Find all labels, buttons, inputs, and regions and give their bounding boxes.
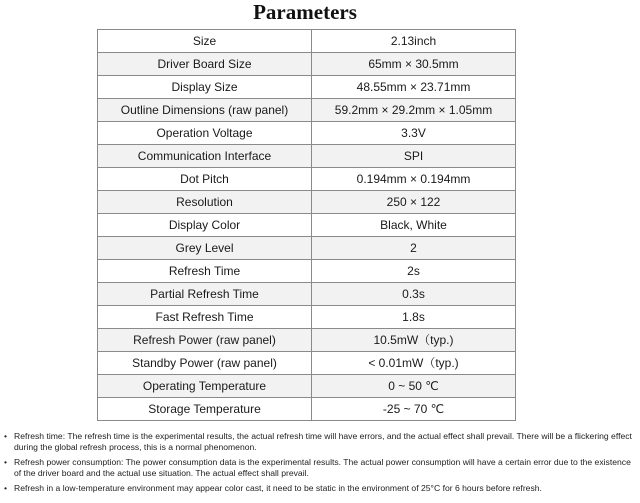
param-label: Size [98, 30, 312, 53]
table-row [98, 237, 516, 260]
table-row [98, 306, 516, 329]
note-text: Refresh power consumption: The power consumption data is the experimental results. The actual power consumption will have a certain error due to the existence of the driver board and the actual use situation. The actual effect shall prevail. [14, 457, 631, 478]
param-value: 0 ~ 50 ℃ [312, 375, 516, 398]
table-row [98, 76, 516, 99]
param-label: Outline Dimensions (raw panel) [98, 99, 312, 122]
table-row [98, 53, 516, 76]
table-row [98, 214, 516, 237]
param-label: Resolution [98, 191, 312, 214]
param-value: -25 ~ 70 ℃ [312, 398, 516, 421]
param-label: Operation Voltage [98, 122, 312, 145]
param-label: Dot Pitch [98, 168, 312, 191]
param-value: 2s [312, 260, 516, 283]
bullet-icon: • [4, 483, 8, 493]
param-value: 65mm × 30.5mm [312, 53, 516, 76]
note-text: Refresh in a low-temperature environment may appear color cast, it need to be static in the environment of 25°C for 6 hours before refresh. [14, 483, 542, 493]
param-value: 0.194mm × 0.194mm [312, 168, 516, 191]
page-title: Parameters [253, 0, 357, 24]
param-label: Display Color [98, 214, 312, 237]
param-value: SPI [312, 145, 516, 168]
param-value: 0.3s [312, 283, 516, 306]
param-label: Storage Temperature [98, 398, 312, 421]
param-value: 1.8s [312, 306, 516, 329]
param-value: 3.3V [312, 122, 516, 145]
table-row [98, 283, 516, 306]
param-value: 10.5mW（typ.) [312, 329, 516, 352]
table-row [98, 99, 516, 122]
table-row [98, 329, 516, 352]
bullet-icon: • [4, 457, 8, 467]
table-row [98, 30, 516, 53]
parameters-table [97, 29, 516, 421]
param-value: 2.13inch [312, 30, 516, 53]
param-label: Operating Temperature [98, 375, 312, 398]
param-value: 48.55mm × 23.71mm [312, 76, 516, 99]
param-label: Refresh Power (raw panel) [98, 329, 312, 352]
bullet-icon: • [4, 431, 8, 441]
note-refresh-power [4, 457, 634, 479]
note-low-temperature [4, 483, 634, 494]
table-row [98, 260, 516, 283]
note-refresh-time [4, 431, 634, 453]
table-row [98, 352, 516, 375]
param-label: Communication Interface [98, 145, 312, 168]
note-text: Refresh time: The refresh time is the experimental results, the actual refresh time will have errors, and the actual effect shall prevail. There will be a flickering effect during the global refresh process, this is a normal phenomenon. [14, 431, 632, 452]
param-label: Grey Level [98, 237, 312, 260]
notes-list [4, 431, 634, 498]
param-value: 2 [312, 237, 516, 260]
param-value: 59.2mm × 29.2mm × 1.05mm [312, 99, 516, 122]
table-row [98, 122, 516, 145]
table-row [98, 398, 516, 421]
param-value: 250 × 122 [312, 191, 516, 214]
param-value: < 0.01mW（typ.) [312, 352, 516, 375]
table-row [98, 145, 516, 168]
param-label: Standby Power (raw panel) [98, 352, 312, 375]
table-row [98, 168, 516, 191]
param-label: Driver Board Size [98, 53, 312, 76]
table-row [98, 375, 516, 398]
param-value: Black, White [312, 214, 516, 237]
param-label: Display Size [98, 76, 312, 99]
param-label: Partial Refresh Time [98, 283, 312, 306]
param-label: Refresh Time [98, 260, 312, 283]
param-label: Fast Refresh Time [98, 306, 312, 329]
table-row [98, 191, 516, 214]
